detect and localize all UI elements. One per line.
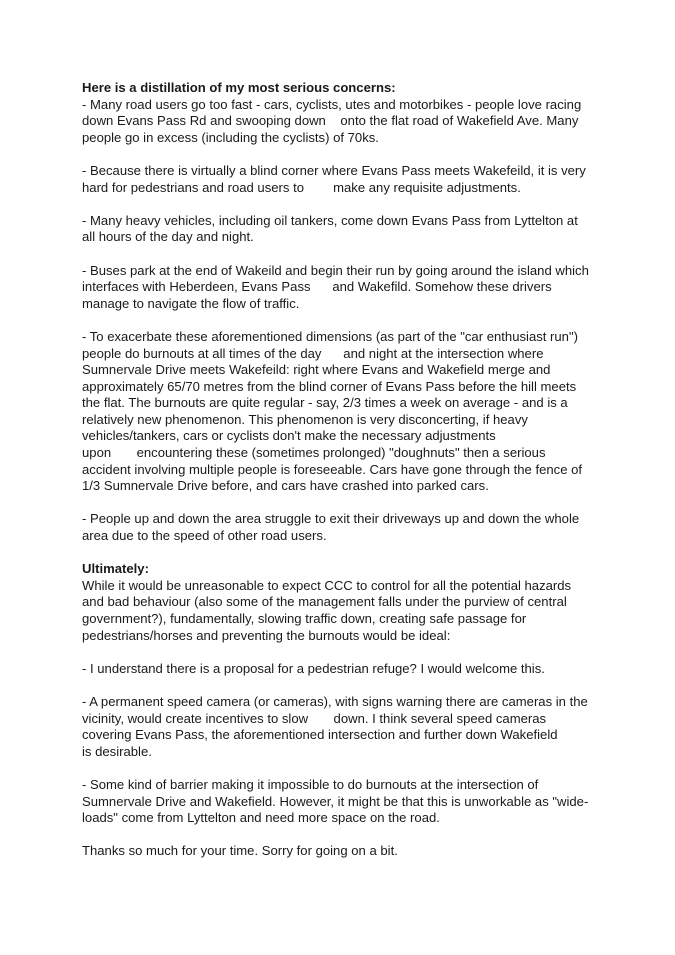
text-line: hard for pedestrians and road users to make any requisite adjustments.: [82, 179, 521, 195]
text-line: relatively new phenomenon. This phenomenon is very disconcerting, if heavy: [82, 411, 528, 427]
paragraph-summary: [82, 578, 602, 644]
paragraph-barrier: [82, 777, 602, 827]
text-line: people go in excess (including the cyclists) of 70ks.: [82, 129, 379, 145]
text-line: is desirable.: [82, 743, 152, 759]
text-line: Thanks so much for your time. Sorry for going on a bit.: [82, 843, 398, 859]
text-line: While it would be unreasonable to expect CCC to control for all the potential hazards: [82, 577, 572, 593]
text-line: - A permanent speed camera (or cameras), with signs warning there are cameras in the: [82, 693, 588, 709]
text-line: upon encountering these (sometimes prolonged) "doughnuts" then a serious: [82, 445, 546, 461]
paragraph-blind-corner: [82, 163, 602, 196]
text-line: vehicles/tankers, cars or cyclists don't make the necessary adjustments: [82, 428, 496, 444]
text-line: approximately 65/70 metres from the blind corner of Evans Pass before the hill meets: [82, 378, 577, 394]
text-line: covering Evans Pass, the aforementioned intersection and further down Wakefield: [82, 727, 558, 743]
text-line: vicinity, would create incentives to slow down. I think several speed cameras: [82, 710, 547, 726]
text-line: all hours of the day and night.: [82, 229, 254, 245]
paragraph-buses: [82, 263, 602, 313]
paragraph-speed-cameras: [82, 694, 602, 760]
text-line: interfaces with Heberdeen, Evans Pass and Wakefild. Somehow these drivers: [82, 279, 552, 295]
text-line: and bad behaviour (also some of the management falls under the purview of central: [82, 594, 567, 610]
concerns-heading: Here is a distillation of my most serious concerns:: [82, 80, 396, 95]
text-line: - To exacerbate these aforementioned dimensions (as part of the "car enthusiast run"): [82, 328, 578, 344]
text-line: 1/3 Sumnervale Drive before, and cars have crashed into parked cars.: [82, 478, 489, 494]
text-line: government?), fundamentally, slowing traffic down, creating safe passage for: [82, 611, 527, 626]
text-line: - People up and down the area struggle to exit their driveways up and down the whole: [82, 511, 580, 527]
text-line: - Because there is virtually a blind corner where Evans Pass meets Wakefeild, it is very: [82, 162, 586, 178]
text-line: down Evans Pass Rd and swooping down onto the flat road of Wakefield Ave. Many: [82, 113, 579, 129]
text-line: loads" come from Lyttelton and need more space on the road.: [82, 810, 440, 826]
text-line: Sumnervale Drive meets Wakefeild: right where Evans and Wakefield merge and: [82, 362, 551, 378]
text-line: - Buses park at the end of Wakeild and begin their run by going around the island which: [82, 262, 589, 278]
text-line: manage to navigate the flow of traffic.: [82, 295, 300, 311]
paragraph-pedestrian-refuge: [82, 661, 602, 678]
text-line: - I understand there is a proposal for a pedestrian refuge? I would welcome this.: [82, 660, 545, 676]
text-line: area due to the speed of other road users.: [82, 528, 327, 544]
paragraph-burnouts: [82, 329, 602, 495]
text-line: accident involving multiple people is foreseeable. Cars have gone through the fence of: [82, 461, 583, 477]
paragraph-heavy-vehicles: [82, 213, 602, 246]
text-line: Sumnervale Drive and Wakefield. However, it might be that this is unworkable as "wide-: [82, 793, 589, 809]
text-line: pedestrians/horses and preventing the burnouts would be ideal:: [82, 627, 451, 643]
text-line: - Many heavy vehicles, including oil tankers, come down Evans Pass from Lyttelton at: [82, 212, 578, 228]
text-line: people do burnouts at all times of the day and night at the intersection where: [82, 345, 544, 361]
text-line: - Some kind of barrier making it impossible to do burnouts at the intersection of: [82, 776, 539, 792]
ultimately-heading: Ultimately:: [82, 561, 149, 577]
text-line: the flat. The burnouts are quite regular - say, 2/3 times a week on average - and is a: [82, 395, 568, 411]
text-line: - Many road users go too fast - cars, cyclists, utes and motorbikes - people love racing: [82, 96, 582, 112]
paragraph-speeding: [82, 97, 602, 147]
paragraph-thanks: [82, 843, 602, 860]
paragraph-driveways: [82, 511, 602, 544]
letter-body: [82, 80, 602, 877]
